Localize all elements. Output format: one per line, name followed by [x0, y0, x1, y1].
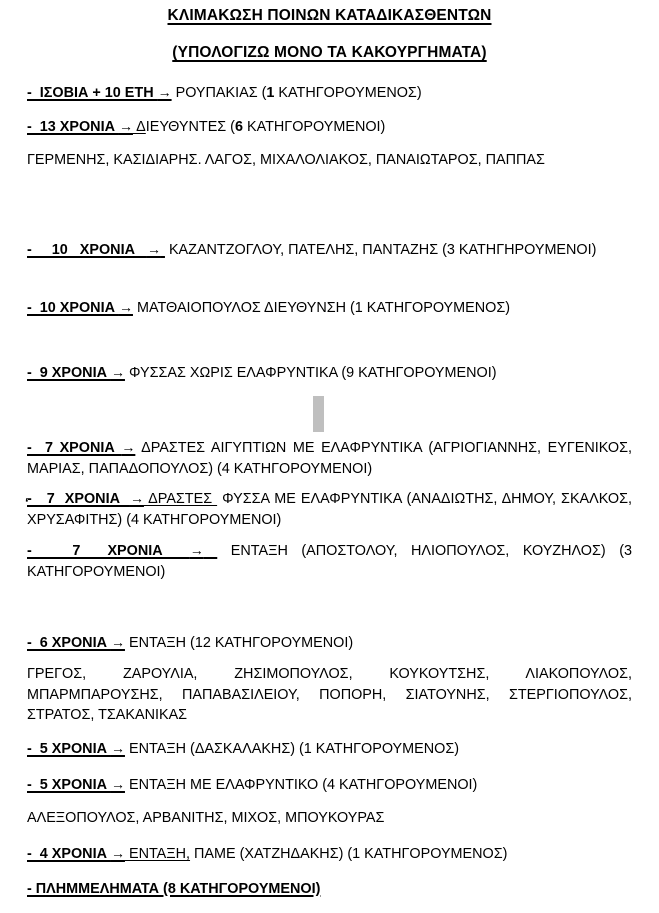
sentence-entry-4-years: [27, 843, 632, 865]
sentence-entry-10-years-b: [27, 297, 632, 319]
sentence-entry-7-years-fyssas: [27, 488, 632, 530]
defendant-name-list-5-years: ΑΛΕΞΟΠΟΥΛΟΣ, ΑΡΒΑΝΙΤΗΣ, ΜΙΧΟΣ, ΜΠΟΥΚΟΥΡΑΣ: [27, 810, 385, 826]
sentence-body-text: ΕΝΤΑΞΗ (ΑΠΟΣΤΟΛΟΥ, ΗΛΙΟΠΟΥΛΟΣ, ΚΟΥΖΗΛΟΣ) (3 ΚΑΤΗΓΟΡΟΥΜΕΝΟΙ): [27, 543, 633, 580]
sentence-label-9-years: - 9 ΧΡΟΝΙΑ →: [27, 364, 125, 381]
sentence-label-13-years: - 13 ΧΡΟΝΙΑ →: [27, 118, 133, 135]
sentence-entry-7-years-egyptians: [27, 437, 632, 479]
sentence-body-text: ΕΝΤΑΞΗ (ΔΑΣΚΑΛΑΚΗΣ) (1 ΚΑΤΗΓΟΡΟΥΜΕΝΟΣ): [124, 741, 460, 757]
arrow-icon: →: [129, 490, 144, 506]
page-title-primary-text: ΚΛΙΜΑΚΩΣΗ ΠΟΙΝΩΝ ΚΑΤΑΔΙΚΑΣΘΕΝΤΩΝ: [167, 7, 492, 24]
arrow-icon: →: [110, 364, 125, 380]
sentence-body-text: ΜΑΤΘΑΙΟΠΟΥΛΟΣ ΔΙΕΥΘΥΝΣΗ (1 ΚΑΤΗΓΟΡΟΥΜΕΝΟΣ): [132, 300, 511, 316]
sentence-label-life-plus-10: - ΙΣΟΒΙΑ + 10 ΕΤΗ →: [27, 84, 172, 101]
arrow-icon: →: [121, 439, 136, 455]
sentence-body-text: ΙΕΥΘΥΝΤΕΣ (: [145, 119, 235, 135]
sentence-label-5-years-a: - 5 ΧΡΟΝΙΑ →: [27, 740, 125, 757]
sentence-entry-13-years: [27, 116, 632, 138]
sentence-entry-10-years-a: [27, 239, 632, 261]
arrow-icon: →: [189, 542, 204, 558]
sentence-body-text: ΕΝΤΑΞΗ ΜΕ ΕΛΑΦΡΥΝΤΙΚΟ (4 ΚΑΤΗΓΟΡΟΥΜΕΝΟΙ): [124, 777, 478, 793]
defendant-count: 6: [234, 119, 243, 135]
sentence-entry-5-years-a: [27, 738, 632, 760]
sentence-body-text: ΔΡΑΣΤΕΣ ΑΙΓΥΠΤΙΩΝ ΜΕ ΕΛΑΦΡΥΝΤΙΚΑ (ΑΓΡΙΟΓΙΑΝΝΗΣ, ΕΥΓΕΝΙΚΟΣ, ΜΑΡΙΑΣ, ΠΑΠΑΔΟΠΟΥΛΟΣ) (4 ΚΑΤΗΓΟΡΟΥΜΕΝΟΙ): [27, 440, 632, 477]
sentence-body-text-cont: ΚΑΤΗΓΟΡΟΥΜΕΝΟΣ): [274, 85, 422, 101]
arrow-icon: →: [157, 84, 172, 100]
arrow-icon: →: [118, 299, 133, 315]
sentence-label-5-years-b: - 5 ΧΡΟΝΙΑ →: [27, 776, 125, 793]
arrow-icon: →: [110, 740, 125, 756]
sentence-label-4-years: - 4 ΧΡΟΝΙΑ →: [27, 845, 125, 862]
sentence-label-7-years-egyptians: - 7 ΧΡΟΝΙΑ →: [27, 439, 136, 456]
sentence-entry-9-years: [27, 362, 632, 384]
sentence-entry-7-years-membership: [27, 540, 632, 582]
page-title-secondary-text: (ΥΠΟΛΟΓΙΖΩ ΜΟΝΟ ΤΑ ΚΑΚΟΥΡΓΗΜΑΤΑ): [172, 44, 487, 61]
sentence-entry-6-years: [27, 632, 632, 654]
arrow-icon: →: [110, 845, 125, 861]
sentence-label-6-years: - 6 ΧΡΟΝΙΑ →: [27, 634, 125, 651]
sentence-entry-life-plus-10: [27, 82, 632, 104]
arrow-icon: →: [110, 776, 125, 792]
sentence-label-7-years-fyssas: - 7 ΧΡΟΝΙΑ →: [27, 490, 144, 507]
gray-redaction-block: [313, 396, 324, 432]
arrow-icon: →: [110, 634, 125, 650]
defendant-name-list-6-years: ΓΡΕΓΟΣ, ΖΑΡΟΥΛΙΑ, ΖΗΣΙΜΟΠΟΥΛΟΣ, ΚΟΥΚΟΥΤΣΗΣ, ΛΙΑΚΟΠΟΥΛΟΣ, ΜΠΑΡΜΠΑΡΟΥΣΗΣ, ΠΑΠΑΒΑΣΙΛΕΙΟΥ, ΠΟΠΟΡΗ, ΣΙΑΤΟΥΝΗΣ, ΣΤΕΡΓΙΟΠΟΥΛΟΣ, ΣΤΡΑΤΟΣ, ΤΣΑΚΑΝΙΚΑΣ: [27, 666, 632, 724]
sentence-body-text-cont: ΚΑΤΗΓΟΡΟΥΜΕΝΟΙ): [243, 119, 386, 135]
sentence-label-10-years-b: - 10 ΧΡΟΝΙΑ →: [27, 299, 133, 316]
sentence-body-text: ΠΑΜΕ (ΧΑΤΖΗΔΑΚΗΣ) (1 ΚΑΤΗΓΟΡΟΥΜΕΝΟΣ): [190, 846, 508, 862]
sentence-body-text: ΕΝΤΑΞΗ (12 ΚΑΤΗΓΟΡΟΥΜΕΝΟΙ): [124, 635, 354, 651]
sentence-body-text: ΦΥΣΣΑΣ ΧΩΡΙΣ ΕΛΑΦΡΥΝΤΙΚΑ (9 ΚΑΤΗΓΟΡΟΥΜΕΝΟΙ): [124, 365, 497, 381]
sentence-label-10-years-a: - 10 ΧΡΟΝΙΑ →: [27, 241, 161, 258]
arrow-icon: →: [118, 118, 133, 134]
sentence-entry-misdemeanors: [27, 879, 632, 900]
sentence-body-underlined: ΔΡΑΣΤΕΣ: [143, 491, 218, 507]
sentence-label-misdemeanors: - ΠΛΗΜΜΕΛΗΜΑΤΑ (8 ΚΑΤΗΓΟΡΟΥΜΕΝΟΙ): [27, 881, 321, 897]
sentence-body-text: ΦΥΣΣΑ ΜΕ ΕΛΑΦΡΥΝΤΙΚΑ (ΑΝΑΔΙΩΤΗΣ, ΔΗΜΟΥ, ΣΚΑΛΚΟΣ, ΧΡΥΣΑΦΙΤΗΣ) (4 ΚΑΤΗΓΟΡΟΥΜΕΝΟΙ): [27, 491, 632, 528]
sentence-body-text: ΡΟΥΠΑΚΙΑΣ (: [171, 85, 267, 101]
page-title-secondary: [0, 45, 659, 61]
sentence-entry-5-years-b: [27, 774, 632, 796]
sentence-body-underlined: Δ: [132, 119, 146, 135]
page-title-primary: [0, 8, 659, 24]
arrow-icon: →: [146, 241, 161, 257]
defendant-name-list-13-years: ΓΕΡΜΕΝΗΣ, ΚΑΣΙΔΙΑΡΗΣ. ΛΑΓΟΣ, ΜΙΧΑΛΟΛΙΑΚΟΣ, ΠΑΝΑΙΩΤΑΡΟΣ, ΠΑΠΠΑΣ: [27, 152, 545, 168]
defendant-count: 1: [266, 85, 275, 101]
sentence-body-text: ΚΑΖΑΝΤΖΟΓΛΟΥ, ΠΑΤΕΛΗΣ, ΠΑΝΤΑΖΗΣ (3 ΚΑΤΗΓΗΡΟΥΜΕΝΟΙ): [164, 242, 597, 258]
sentence-body-underlined: ΕΝΤΑΞΗ,: [124, 846, 191, 862]
sentence-label-7-years-membership: - 7 ΧΡΟΝΙΑ →: [27, 542, 204, 559]
